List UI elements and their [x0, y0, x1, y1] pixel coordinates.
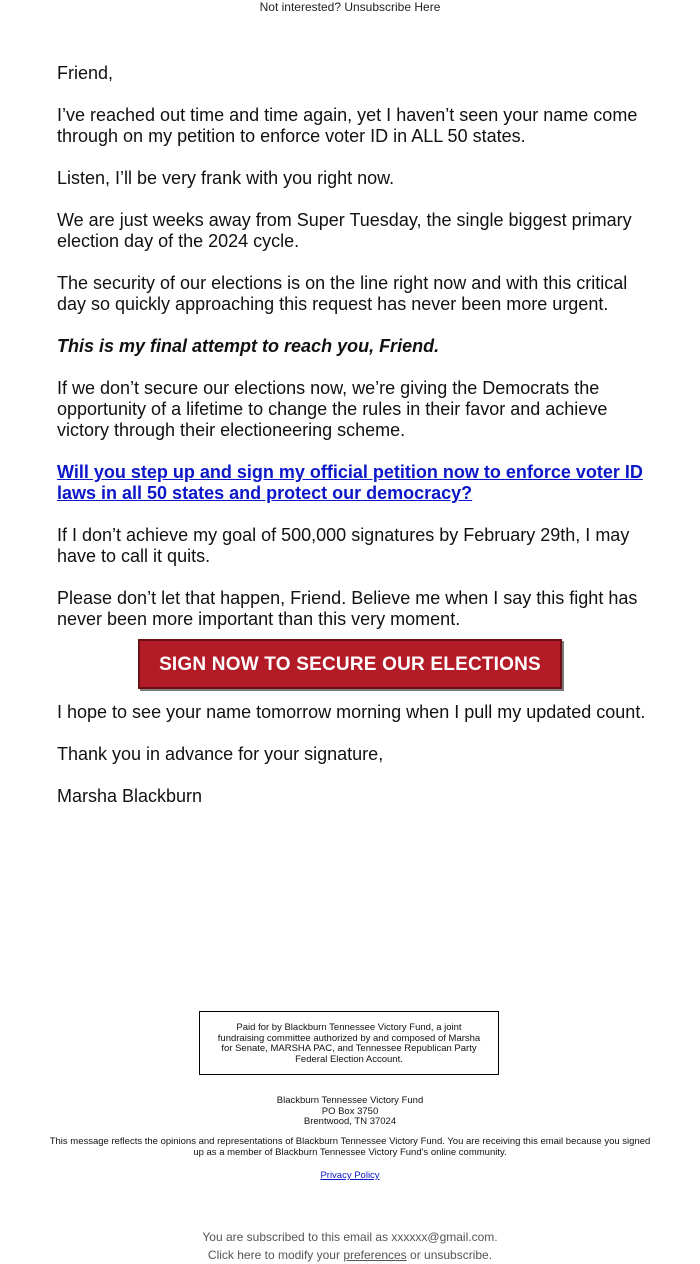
- cta-container: [0, 639, 700, 689]
- unsubscribe-bar: [0, 0, 700, 14]
- paid-for-disclaimer: Paid for by Blackburn Tennessee Victory Fund, a joint fundraising committee authorized by and composed of Marsha for Senate, MARSHA PAC, and Tennessee Republican Party Federal Election Account.: [199, 1011, 499, 1075]
- preferences-link[interactable]: preferences: [343, 1248, 407, 1262]
- privacy-row: [0, 1171, 700, 1182]
- paragraph-final-attempt: This is my final attempt to reach you, Friend.: [57, 336, 440, 356]
- paragraph-super-tuesday: We are just weeks away from Super Tuesday, the single biggest primary election day of the 2024 cycle.: [57, 210, 632, 251]
- subscribed-email: xxxxxx@gmail.com: [391, 1230, 495, 1244]
- modify-prefix: Click here to modify your: [207, 1248, 344, 1262]
- subscribed-line: [0, 1228, 700, 1246]
- petition-link-paragraph: [57, 462, 647, 504]
- subscribed-suffix: .: [494, 1230, 498, 1244]
- paragraph-security: The security of our elections is on the line right now and with this critical day so quickly approaching this request has never been more urgent.: [57, 273, 628, 314]
- privacy-policy-link[interactable]: Privacy Policy: [320, 1170, 380, 1181]
- org-name: Blackburn Tennessee Victory Fund: [276, 1095, 424, 1106]
- modify-line: [0, 1246, 700, 1264]
- sign-now-button[interactable]: SIGN NOW TO SECURE OUR ELECTIONS: [138, 639, 562, 689]
- mailing-address: [0, 1096, 700, 1128]
- paragraph-thank-you: Thank you in advance for your signature,: [57, 744, 384, 764]
- opinions-notice: This message reflects the opinions and representations of Blackburn Tennessee Victory Fund. You are receiving this email because you signed up as a member of Blackburn Tennessee Victory Fund's online community.: [49, 1136, 651, 1158]
- email-body: [57, 63, 647, 828]
- petition-link[interactable]: Will you step up and sign my official petition now to enforce voter ID laws in all 50 states and protect our democracy?: [57, 462, 643, 503]
- city-line: Brentwood, TN 37024: [303, 1116, 397, 1127]
- paragraph-frank: Listen, I’ll be very frank with you right now.: [57, 168, 395, 188]
- paragraph-dont-let: Please don’t let that happen, Friend. Believe me when I say this fight has never been more important than this very moment.: [57, 588, 638, 629]
- paragraph-democrats: If we don’t secure our elections now, we’re giving the Democrats the opportunity of a lifetime to change the rules in their favor and achieve victory through their electioneering scheme.: [57, 378, 608, 440]
- po-box: PO Box 3750: [321, 1105, 379, 1117]
- modify-suffix: or unsubscribe.: [406, 1248, 493, 1262]
- paragraph-hope: I hope to see your name tomorrow morning when I pull my updated count.: [57, 702, 646, 722]
- paragraph-goal: If I don’t achieve my goal of 500,000 signatures by February 29th, I may have to call it quits.: [57, 525, 630, 566]
- greeting: Friend,: [57, 63, 114, 83]
- signature: Marsha Blackburn: [57, 786, 203, 806]
- unsubscribe-link[interactable]: Not interested? Unsubscribe Here: [259, 0, 441, 14]
- subscribed-prefix: You are subscribed to this email as: [202, 1230, 392, 1244]
- subscription-info: [0, 1228, 700, 1264]
- paragraph-reached-out: I’ve reached out time and time again, yet I haven’t seen your name come through on my petition to enforce voter ID in ALL 50 states.: [57, 105, 638, 146]
